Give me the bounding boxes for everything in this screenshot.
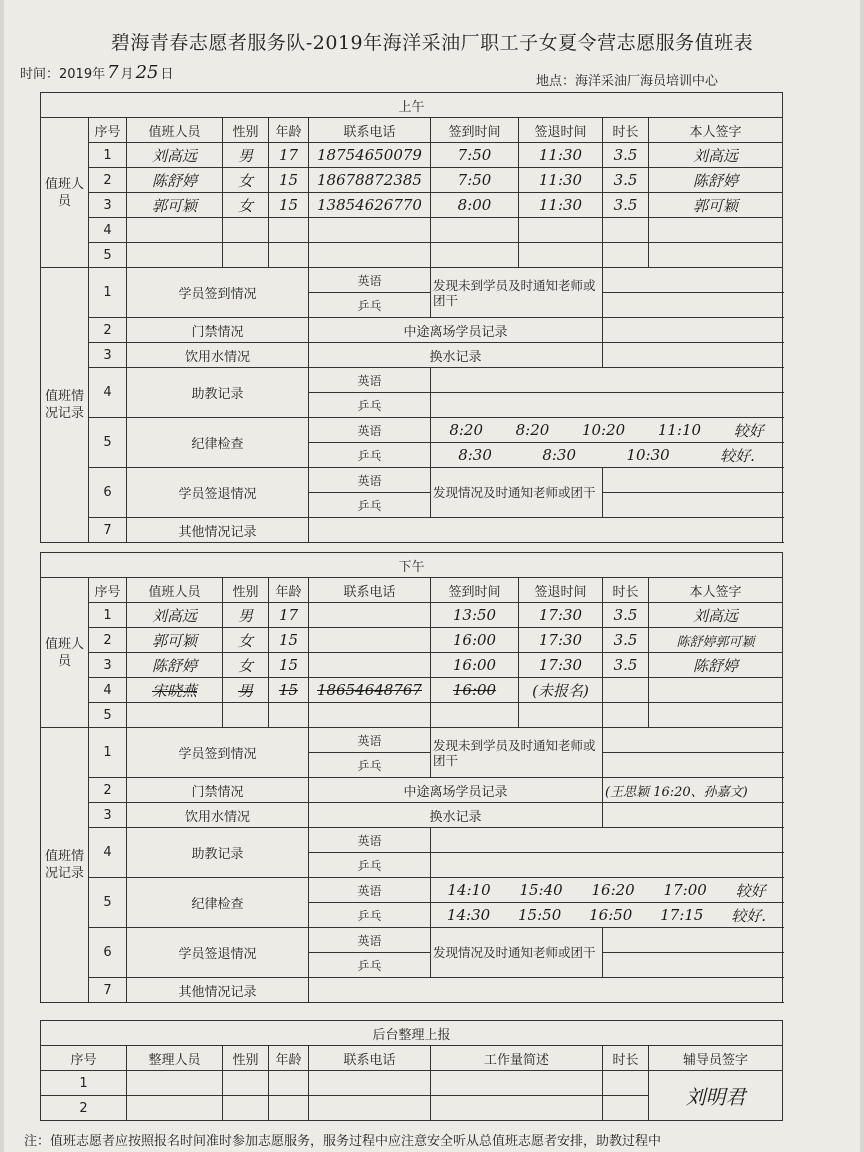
header-checkout: 签退时间 <box>519 578 603 603</box>
record-no: 6 <box>89 928 127 978</box>
staff-age: 15 <box>269 653 309 678</box>
record-no: 3 <box>89 803 127 828</box>
staff-name: 刘高远 <box>127 603 223 628</box>
header-phone: 联系电话 <box>309 578 431 603</box>
header-no: 序号 <box>41 1046 127 1071</box>
record-signin: 学员签到情况 <box>127 728 309 778</box>
header-age: 年龄 <box>269 118 309 143</box>
staff-gender: 女 <box>223 168 269 193</box>
header-no: 序号 <box>89 578 127 603</box>
time-mark: 15:50 <box>518 906 562 924</box>
row-no: 5 <box>89 703 127 728</box>
record-signout: 学员签退情况 <box>127 928 309 978</box>
staff-duration: 3.5 <box>603 193 649 218</box>
time-mark: 10:30 <box>626 446 670 464</box>
row-no: 2 <box>89 628 127 653</box>
staff-signature: 陈舒婷 <box>649 653 783 678</box>
date-month-unit: 月 <box>120 67 134 82</box>
staff-gender: 男 <box>223 143 269 168</box>
staff-age: 15 <box>269 678 309 703</box>
record-no: 4 <box>89 828 127 878</box>
duty-record-label: 值班情况记录 <box>41 268 89 543</box>
table-row <box>41 678 783 703</box>
table-row <box>41 653 783 678</box>
time-mark: 8:20 <box>515 421 550 439</box>
row-no: 4 <box>89 678 127 703</box>
pingpong-label: 乒乓 <box>309 493 431 518</box>
signin-note: 发现未到学员及时通知老师或团干 <box>431 268 603 318</box>
staff-phone: 18754650079 <box>309 143 431 168</box>
staff-checkout: 17:30 <box>519 653 603 678</box>
signin-note: 发现未到学员及时通知老师或团干 <box>431 728 603 778</box>
record-no: 7 <box>89 978 127 1003</box>
staff-gender: 女 <box>223 193 269 218</box>
gate-note: 中途离场学员记录 <box>309 318 603 343</box>
pingpong-label: 乒乓 <box>309 953 431 978</box>
afternoon-discipline-pingpong <box>431 903 783 928</box>
staff-signature: 刘高远 <box>649 603 783 628</box>
table-row <box>41 193 783 218</box>
record-water: 饮用水情况 <box>127 803 309 828</box>
staff-name: 陈舒婷 <box>127 168 223 193</box>
record-signin: 学员签到情况 <box>127 268 309 318</box>
staff-checkout: 11:30 <box>519 143 603 168</box>
record-no: 2 <box>89 778 127 803</box>
staff-phone <box>309 628 431 653</box>
counselor-signature: 刘明君 <box>649 1071 783 1121</box>
staff-gender: 女 <box>223 653 269 678</box>
water-note: 换水记录 <box>309 343 603 368</box>
date-line <box>20 62 173 83</box>
table-row <box>41 628 783 653</box>
duty-people-label: 值班人员 <box>41 118 89 268</box>
remark: 较好 <box>735 881 766 900</box>
header-phone: 联系电话 <box>309 118 431 143</box>
afternoon-table <box>40 552 783 1003</box>
time-mark: 8:30 <box>542 446 576 464</box>
morning-discipline-english <box>431 418 783 443</box>
staff-signature: 刘高远 <box>649 143 783 168</box>
header-duration: 时长 <box>603 118 649 143</box>
staff-signature: 郭可颖 <box>649 193 783 218</box>
record-no: 5 <box>89 418 127 468</box>
staff-gender: 男 <box>223 603 269 628</box>
document-page <box>4 0 860 1152</box>
table-row <box>41 218 783 243</box>
english-label: 英语 <box>309 368 431 393</box>
staff-name: 郭可颖 <box>127 193 223 218</box>
staff-checkout: 17:30 <box>519 628 603 653</box>
record-no: 1 <box>89 728 127 778</box>
header-phone: 联系电话 <box>309 1046 431 1071</box>
record-other: 其他情况记录 <box>127 978 309 1003</box>
staff-gender: 男 <box>223 678 269 703</box>
header-organizer: 整理人员 <box>127 1046 223 1071</box>
staff-duration: 3.5 <box>603 603 649 628</box>
staff-phone: 18654648767 <box>309 678 431 703</box>
table-row <box>41 703 783 728</box>
header-signature: 本人签字 <box>649 118 783 143</box>
staff-duration: 3.5 <box>603 143 649 168</box>
backstage-table <box>40 1020 783 1121</box>
time-mark: 16:50 <box>589 906 633 924</box>
staff-checkout: 11:30 <box>519 193 603 218</box>
table-row <box>41 168 783 193</box>
row-no: 2 <box>89 168 127 193</box>
staff-checkin: 8:00 <box>431 193 519 218</box>
english-label: 英语 <box>309 268 431 293</box>
row-no: 1 <box>41 1071 127 1096</box>
record-no: 1 <box>89 268 127 318</box>
footnote: 注：值班志愿者应按照报名时间准时参加志愿服务，服务过程中应注意安全听从总值班志愿者安排，助教过程中 <box>24 1134 662 1149</box>
record-no: 4 <box>89 368 127 418</box>
leave-record: (王思颖 16:20、孙嘉文) <box>603 778 783 803</box>
staff-phone: 18678872385 <box>309 168 431 193</box>
record-discipline: 纪律检查 <box>127 878 309 928</box>
row-no: 2 <box>41 1096 127 1121</box>
staff-duration: 3.5 <box>603 628 649 653</box>
header-gender: 性别 <box>223 578 269 603</box>
gate-note: 中途离场学员记录 <box>309 778 603 803</box>
record-water: 饮用水情况 <box>127 343 309 368</box>
row-no: 3 <box>89 193 127 218</box>
time-mark: 14:10 <box>447 881 491 899</box>
remark: 较好. <box>720 446 755 465</box>
afternoon-label: 下午 <box>41 553 783 578</box>
header-age: 年龄 <box>269 578 309 603</box>
record-assist: 助教记录 <box>127 368 309 418</box>
date-prefix: 时间：2019年 <box>20 67 106 82</box>
table-row <box>41 603 783 628</box>
staff-phone <box>309 653 431 678</box>
staff-duration: 3.5 <box>603 653 649 678</box>
header-person: 值班人员 <box>127 118 223 143</box>
date-day-unit: 日 <box>160 67 174 82</box>
staff-age: 15 <box>269 168 309 193</box>
english-label: 英语 <box>309 928 431 953</box>
staff-checkout: 17:30 <box>519 603 603 628</box>
time-mark: 8:20 <box>449 421 483 439</box>
staff-checkin: 13:50 <box>431 603 519 628</box>
staff-name: 宋晓燕 <box>127 678 223 703</box>
morning-label: 上午 <box>41 93 783 118</box>
signout-note: 发现情况及时通知老师或团干 <box>431 928 603 978</box>
record-gate: 门禁情况 <box>127 318 309 343</box>
record-gate: 门禁情况 <box>127 778 309 803</box>
staff-age: 17 <box>269 143 309 168</box>
record-no: 2 <box>89 318 127 343</box>
record-no: 7 <box>89 518 127 543</box>
time-mark: 8:30 <box>458 446 492 464</box>
backstage-title: 后台整理上报 <box>41 1021 783 1046</box>
header-age: 年龄 <box>269 1046 309 1071</box>
document-title: 碧海青春志愿者服务队-2019年海洋采油厂职工子女夏令营志愿服务值班表 <box>110 32 754 54</box>
time-mark: 15:40 <box>519 881 563 899</box>
staff-checkin: 7:50 <box>431 143 519 168</box>
pingpong-label: 乒乓 <box>309 393 431 418</box>
header-checkout: 签退时间 <box>519 118 603 143</box>
staff-checkin: 16:00 <box>431 628 519 653</box>
staff-checkout: (未报名) <box>519 678 603 703</box>
header-gender: 性别 <box>223 118 269 143</box>
staff-signature: 陈舒婷郭可颖 <box>649 628 783 653</box>
english-label: 英语 <box>309 728 431 753</box>
duty-record-label: 值班情况记录 <box>41 728 89 1003</box>
header-counselor-signature: 辅导员签字 <box>649 1046 783 1071</box>
pingpong-label: 乒乓 <box>309 443 431 468</box>
header-checkin: 签到时间 <box>431 578 519 603</box>
table-row <box>41 243 783 268</box>
morning-table <box>40 92 783 543</box>
header-checkin: 签到时间 <box>431 118 519 143</box>
staff-name: 刘高远 <box>127 143 223 168</box>
date-month: 7 <box>107 62 119 83</box>
row-no: 1 <box>89 603 127 628</box>
pingpong-label: 乒乓 <box>309 853 431 878</box>
table-row <box>41 143 783 168</box>
row-no: 1 <box>89 143 127 168</box>
record-no: 3 <box>89 343 127 368</box>
staff-checkin: 7:50 <box>431 168 519 193</box>
staff-checkin: 16:00 <box>431 653 519 678</box>
record-assist: 助教记录 <box>127 828 309 878</box>
duty-people-label: 值班人员 <box>41 578 89 728</box>
time-mark: 16:20 <box>591 881 635 899</box>
time-mark: 17:15 <box>660 906 704 924</box>
morning-discipline-pingpong <box>431 443 783 468</box>
header-person: 值班人员 <box>127 578 223 603</box>
afternoon-discipline-english <box>431 878 783 903</box>
english-label: 英语 <box>309 828 431 853</box>
record-signout: 学员签退情况 <box>127 468 309 518</box>
pingpong-label: 乒乓 <box>309 293 431 318</box>
pingpong-label: 乒乓 <box>309 753 431 778</box>
time-mark: 10:20 <box>581 421 626 439</box>
table-row <box>41 1071 783 1096</box>
record-other: 其他情况记录 <box>127 518 309 543</box>
row-no: 4 <box>89 218 127 243</box>
staff-checkout: 11:30 <box>519 168 603 193</box>
staff-name: 郭可颖 <box>127 628 223 653</box>
staff-age: 15 <box>269 193 309 218</box>
time-mark: 11:10 <box>657 421 702 439</box>
header-signature: 本人签字 <box>649 578 783 603</box>
english-label: 英语 <box>309 468 431 493</box>
record-discipline: 纪律检查 <box>127 418 309 468</box>
staff-gender: 女 <box>223 628 269 653</box>
water-note: 换水记录 <box>309 803 603 828</box>
signout-note: 发现情况及时通知老师或团干 <box>431 468 603 518</box>
location-line: 地点：海洋采油厂海员培训中心 <box>536 74 719 89</box>
staff-phone <box>309 603 431 628</box>
header-duration: 时长 <box>603 1046 649 1071</box>
english-label: 英语 <box>309 418 431 443</box>
staff-name: 陈舒婷 <box>127 653 223 678</box>
row-no: 5 <box>89 243 127 268</box>
date-day: 25 <box>135 62 159 83</box>
staff-age: 15 <box>269 628 309 653</box>
staff-age: 17 <box>269 603 309 628</box>
time-mark: 14:30 <box>446 906 491 924</box>
header-workload: 工作量简述 <box>431 1046 603 1071</box>
staff-signature: 陈舒婷 <box>649 168 783 193</box>
staff-duration: 3.5 <box>603 168 649 193</box>
remark: 较好 <box>733 421 764 440</box>
header-duration: 时长 <box>603 578 649 603</box>
record-no: 5 <box>89 878 127 928</box>
english-label: 英语 <box>309 878 431 903</box>
remark: 较好. <box>731 906 767 925</box>
time-mark: 17:00 <box>663 881 707 899</box>
row-no: 3 <box>89 653 127 678</box>
staff-checkin: 16:00 <box>431 678 519 703</box>
pingpong-label: 乒乓 <box>309 903 431 928</box>
header-gender: 性别 <box>223 1046 269 1071</box>
record-no: 6 <box>89 468 127 518</box>
staff-phone: 13854626770 <box>309 193 431 218</box>
header-no: 序号 <box>89 118 127 143</box>
